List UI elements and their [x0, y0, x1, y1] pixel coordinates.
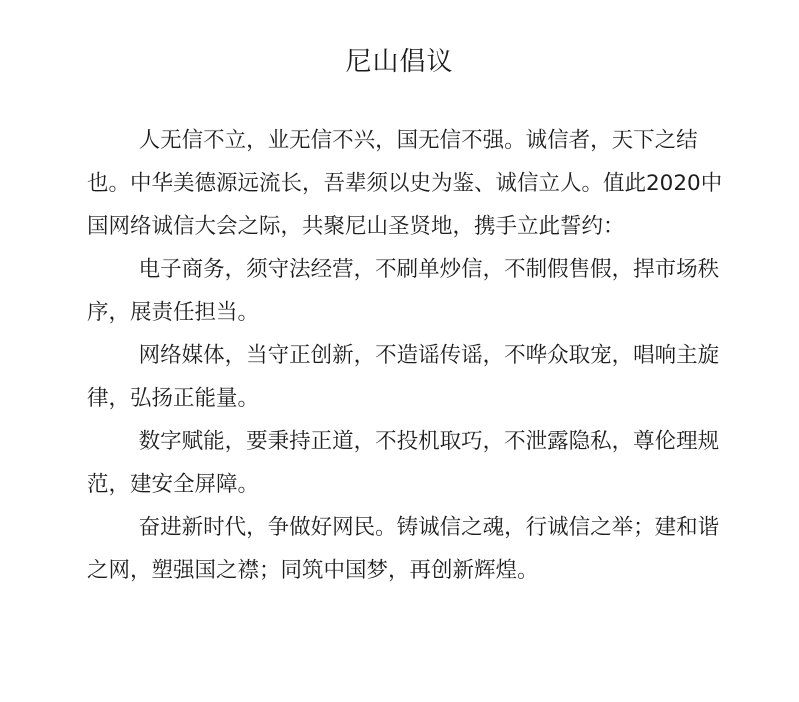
paragraph-preamble: 人无信不立，业无信不兴，国无信不强。诚信者，天下之结也。中华美德源远流长，吾辈须以史为鉴、诚信立人。值此2020中国网络诚信大会之际，共聚尼山圣贤地，携手立此誓约：	[87, 128, 723, 239]
paragraph-closing: 奋进新时代，争做好网民。铸诚信之魂，行诚信之举；建和谐之网，塑强国之襟；同筑中国梦，再创新辉煌。	[87, 515, 720, 583]
paragraph-e-commerce: 电子商务，须守法经营，不刷单炒信，不制假售假，捍市场秩序，展责任担当。	[87, 257, 720, 325]
document-title: 尼山倡议	[345, 47, 454, 77]
paragraph-digital-empowerment: 数字赋能，要秉持正道，不投机取巧，不泄露隐私，尊伦理规范，建安全屏障。	[87, 429, 720, 497]
paragraph-network-media: 网络媒体，当守正创新，不造谣传谣，不哗众取宠，唱响主旋律，弘扬正能量。	[87, 343, 720, 411]
document-body	[87, 119, 727, 592]
